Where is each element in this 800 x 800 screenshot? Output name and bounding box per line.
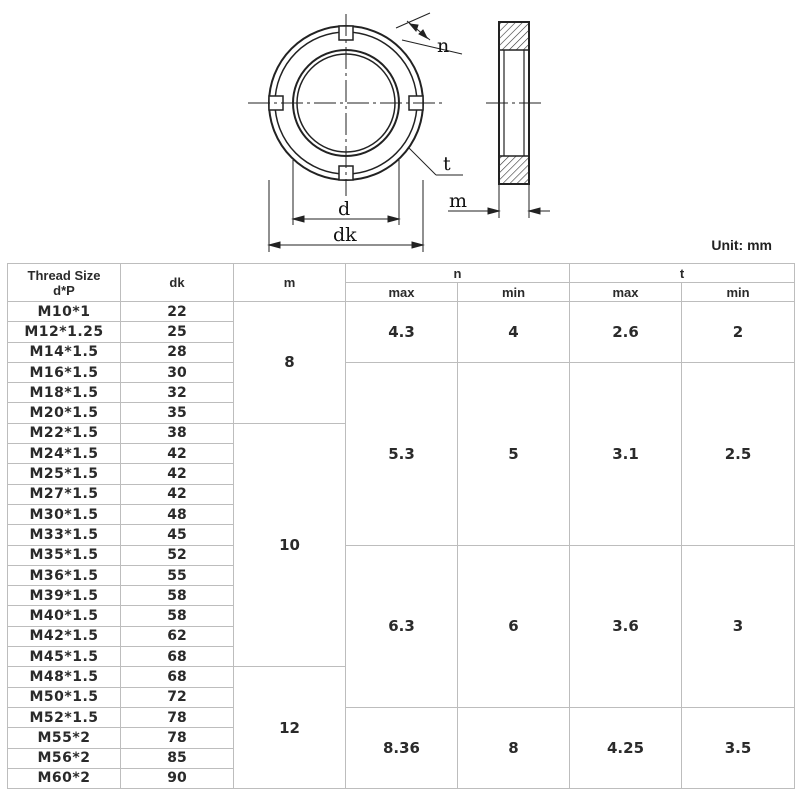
cell-thread-size: M42*1.5: [8, 626, 121, 646]
cell-thread-size: M33*1.5: [8, 525, 121, 545]
cell-thread-size: M27*1.5: [8, 484, 121, 504]
table-row: [8, 362, 795, 382]
cell-n-min: 5: [458, 362, 570, 545]
cell-thread-size: M40*1.5: [8, 606, 121, 626]
cell-t-min: 3.5: [682, 707, 795, 788]
cell-n-min: 4: [458, 302, 570, 363]
cell-dk: 32: [121, 383, 234, 403]
cell-thread-size: M18*1.5: [8, 383, 121, 403]
cell-dk: 38: [121, 423, 234, 443]
cell-thread-size: M39*1.5: [8, 586, 121, 606]
cell-thread-size: M35*1.5: [8, 545, 121, 565]
cell-thread-size: M56*2: [8, 748, 121, 768]
cell-dk: 55: [121, 565, 234, 585]
cell-dk: 90: [121, 768, 234, 788]
cell-thread-size: M45*1.5: [8, 647, 121, 667]
header-n-min: min: [458, 283, 570, 302]
cell-thread-size: M10*1: [8, 302, 121, 322]
cell-thread-size: M50*1.5: [8, 687, 121, 707]
label-m: m: [449, 190, 468, 212]
cell-dk: 25: [121, 322, 234, 342]
cell-thread-size: M25*1.5: [8, 464, 121, 484]
cell-dk: 30: [121, 362, 234, 382]
spec-table: [7, 263, 795, 789]
cell-dk: 45: [121, 525, 234, 545]
cell-t-max: 3.6: [570, 545, 682, 707]
cell-thread-size: M20*1.5: [8, 403, 121, 423]
cell-dk: 85: [121, 748, 234, 768]
unit-note: Unit: mm: [711, 237, 772, 253]
label-dk: dk: [333, 224, 357, 246]
cell-thread-size: M14*1.5: [8, 342, 121, 362]
cell-dk: 22: [121, 302, 234, 322]
table-header: [8, 264, 795, 302]
cell-dk: 58: [121, 586, 234, 606]
cell-thread-size: M55*2: [8, 728, 121, 748]
cell-thread-size: M24*1.5: [8, 444, 121, 464]
cell-dk: 42: [121, 444, 234, 464]
header-m: m: [234, 264, 346, 302]
table-body: [8, 302, 795, 789]
table-row: [8, 302, 795, 322]
cell-n-min: 8: [458, 707, 570, 788]
cell-t-max: 3.1: [570, 362, 682, 545]
cell-n-min: 6: [458, 545, 570, 707]
table-row: [8, 707, 795, 727]
cell-t-min: 3: [682, 545, 795, 707]
cell-dk: 28: [121, 342, 234, 362]
cell-dk: 52: [121, 545, 234, 565]
lock-nut-drawing: [0, 0, 800, 262]
cell-dk: 68: [121, 667, 234, 687]
cell-dk: 72: [121, 687, 234, 707]
label-d: d: [338, 198, 351, 220]
front-view: [248, 13, 463, 252]
cell-thread-size: M22*1.5: [8, 423, 121, 443]
cell-dk: 42: [121, 464, 234, 484]
header-thread-size: [8, 264, 121, 302]
header-t-max: max: [570, 283, 682, 302]
header-n: n: [346, 264, 570, 283]
cell-thread-size: M30*1.5: [8, 504, 121, 524]
cell-m: 12: [234, 667, 346, 789]
cell-n-max: 6.3: [346, 545, 458, 707]
header-n-max: max: [346, 283, 458, 302]
header-t-min: min: [682, 283, 795, 302]
cell-t-max: 4.25: [570, 707, 682, 788]
cell-thread-size: M60*2: [8, 768, 121, 788]
cell-dk: 68: [121, 647, 234, 667]
label-t: t: [443, 153, 451, 175]
cell-dk: 58: [121, 606, 234, 626]
cell-n-max: 4.3: [346, 302, 458, 363]
cell-t-min: 2.5: [682, 362, 795, 545]
header-t: t: [570, 264, 795, 283]
cell-dk: 35: [121, 403, 234, 423]
cell-m: 10: [234, 423, 346, 667]
header-dk: dk: [121, 264, 234, 302]
cell-dk: 48: [121, 504, 234, 524]
cell-thread-size: M16*1.5: [8, 362, 121, 382]
table-row: [8, 545, 795, 565]
cell-t-min: 2: [682, 302, 795, 363]
cell-t-max: 2.6: [570, 302, 682, 363]
header-thread-size-label: Thread Size: [27, 267, 101, 283]
cell-thread-size: M36*1.5: [8, 565, 121, 585]
cell-m: 8: [234, 302, 346, 424]
cell-n-max: 5.3: [346, 362, 458, 545]
cell-dk: 42: [121, 484, 234, 504]
side-view: [448, 22, 550, 218]
cell-thread-size: M48*1.5: [8, 667, 121, 687]
cell-dk: 78: [121, 728, 234, 748]
cell-n-max: 8.36: [346, 707, 458, 788]
cell-thread-size: M52*1.5: [8, 707, 121, 727]
cell-dk: 62: [121, 626, 234, 646]
cell-thread-size: M12*1.25: [8, 322, 121, 342]
label-n: n: [437, 35, 450, 57]
header-thread-size-sub: d*P: [53, 282, 75, 298]
cell-dk: 78: [121, 707, 234, 727]
